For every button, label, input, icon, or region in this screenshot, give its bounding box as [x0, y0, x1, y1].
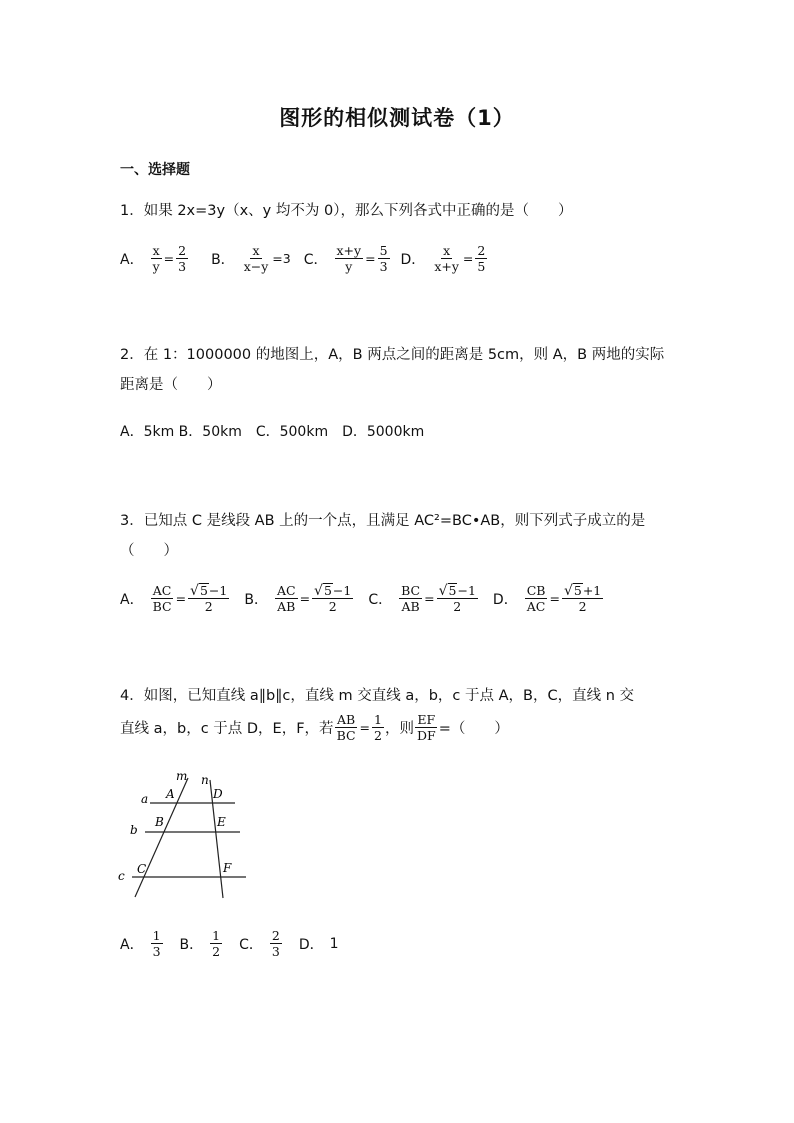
- option-c-label: C．: [368, 591, 393, 608]
- option-a-value: $\frac{1}{3}$: [152, 928, 161, 959]
- option-d-label: D．: [492, 591, 518, 608]
- option-b-fraction: $\frac{AC}{AB}$: [276, 583, 296, 614]
- option-d-label: D．: [400, 251, 426, 268]
- option-a-fraction: $\frac{AC}{BC}$: [152, 583, 172, 614]
- question-4-stem-line1: 4．如图，已知直线 a∥b∥c，直线 m 交直线 a，b，c 于点 A，B，C，直线 n 交: [120, 688, 635, 704]
- equals-sign: =: [462, 251, 474, 266]
- option-a-label: A．: [120, 251, 144, 268]
- option-a-fraction: $\frac{x}{y}$: [152, 243, 160, 274]
- option-b-value: $\frac{1}{2}$: [212, 928, 221, 959]
- option-b-fraction: $\frac{x}{x-y}$: [243, 243, 269, 274]
- label-a: a: [141, 792, 149, 806]
- option-d-label: D．: [298, 936, 324, 953]
- option-c-value: $\frac{2}{3}$: [271, 928, 280, 959]
- equals-sign: =: [163, 251, 175, 266]
- option-c-value: √ 5 −1 2: [438, 583, 476, 614]
- question-1-options: [120, 243, 488, 274]
- question-4-stem-line2: [120, 712, 509, 743]
- option-a-label: A．: [120, 591, 144, 608]
- label-F: F: [223, 861, 232, 875]
- option-b-value: √ 5 −1 2: [314, 583, 352, 614]
- option-b-label: B．: [244, 591, 268, 608]
- option-d-value: 1: [329, 935, 339, 952]
- label-D: D: [213, 787, 223, 801]
- question-3-stem-line1: 3．已知点 C 是线段 AB 上的一个点，且满足 AC²=BC•AB，则下列式子成立的是: [120, 513, 646, 529]
- ratio-ab-bc: $\frac{AB}{BC}$: [336, 712, 356, 743]
- parallel-lines-figure: [110, 770, 260, 905]
- option-d-value: √ 5 +1 2: [563, 583, 602, 614]
- section-heading: 一、选择题: [120, 162, 190, 178]
- question-1-stem: 1．如果 2x=3y（x、y 均不为 0），那么下列各式中正确的是（ ）: [120, 203, 573, 219]
- option-c-value: $\frac{5}{3}$: [379, 243, 388, 274]
- option-b-label: B．: [211, 251, 235, 268]
- equals-sign: =: [359, 720, 371, 735]
- stem-text: =（ ）: [438, 721, 509, 737]
- label-A: A: [166, 787, 175, 801]
- equals-sign: =: [549, 591, 560, 606]
- option-c-fraction: $\frac{x+y}{y}$: [336, 243, 362, 274]
- equals-sign: =: [424, 591, 435, 606]
- equals-sign: =: [175, 591, 187, 606]
- stem-text: 直线 a，b，c 于点 D，E，F，若: [120, 721, 334, 737]
- option-c-label: C．: [303, 251, 328, 268]
- option-a-value: √ 5 −1 2: [190, 583, 228, 614]
- label-C: C: [137, 862, 147, 876]
- ratio-ef-df: $\frac{EF}{DF}$: [416, 712, 436, 743]
- option-d-value: $\frac{2}{5}$: [477, 243, 486, 274]
- question-4-options: [120, 928, 339, 959]
- option-a-label: A．: [120, 936, 144, 953]
- option-a-value: $\frac{2}{3}$: [178, 243, 187, 274]
- question-2-stem-line1: 2．在 1：1000000 的地图上，A，B 两点之间的距离是 5cm，则 A，B 两地的实际: [120, 347, 665, 363]
- label-n: n: [201, 773, 209, 787]
- question-3-stem-line2: （ ）: [120, 543, 178, 559]
- option-d-fraction: $\frac{CB}{AC}$: [526, 583, 546, 614]
- ratio-value: $\frac{1}{2}$: [374, 712, 382, 743]
- option-c-fraction: $\frac{BC}{AB}$: [401, 583, 421, 614]
- stem-text: ，则: [384, 721, 414, 737]
- label-b: b: [130, 823, 138, 837]
- label-E: E: [217, 815, 226, 829]
- question-3-options: [120, 583, 604, 614]
- label-c: c: [118, 869, 125, 883]
- equals-sign: =: [299, 591, 311, 606]
- label-B: B: [155, 815, 164, 829]
- question-2-options: A．5km B．50km C．500km D．5000km: [120, 424, 425, 440]
- page-title: 图形的相似测试卷（1）: [279, 106, 515, 130]
- option-d-fraction: $\frac{x}{x+y}$: [434, 243, 459, 274]
- label-m: m: [176, 770, 188, 783]
- equals-sign: =: [365, 251, 376, 266]
- question-2-stem-line2: 距离是（ ）: [120, 377, 222, 393]
- option-b-value: =3: [272, 251, 291, 266]
- option-b-label: B．: [179, 936, 204, 953]
- option-c-label: C．: [239, 936, 263, 953]
